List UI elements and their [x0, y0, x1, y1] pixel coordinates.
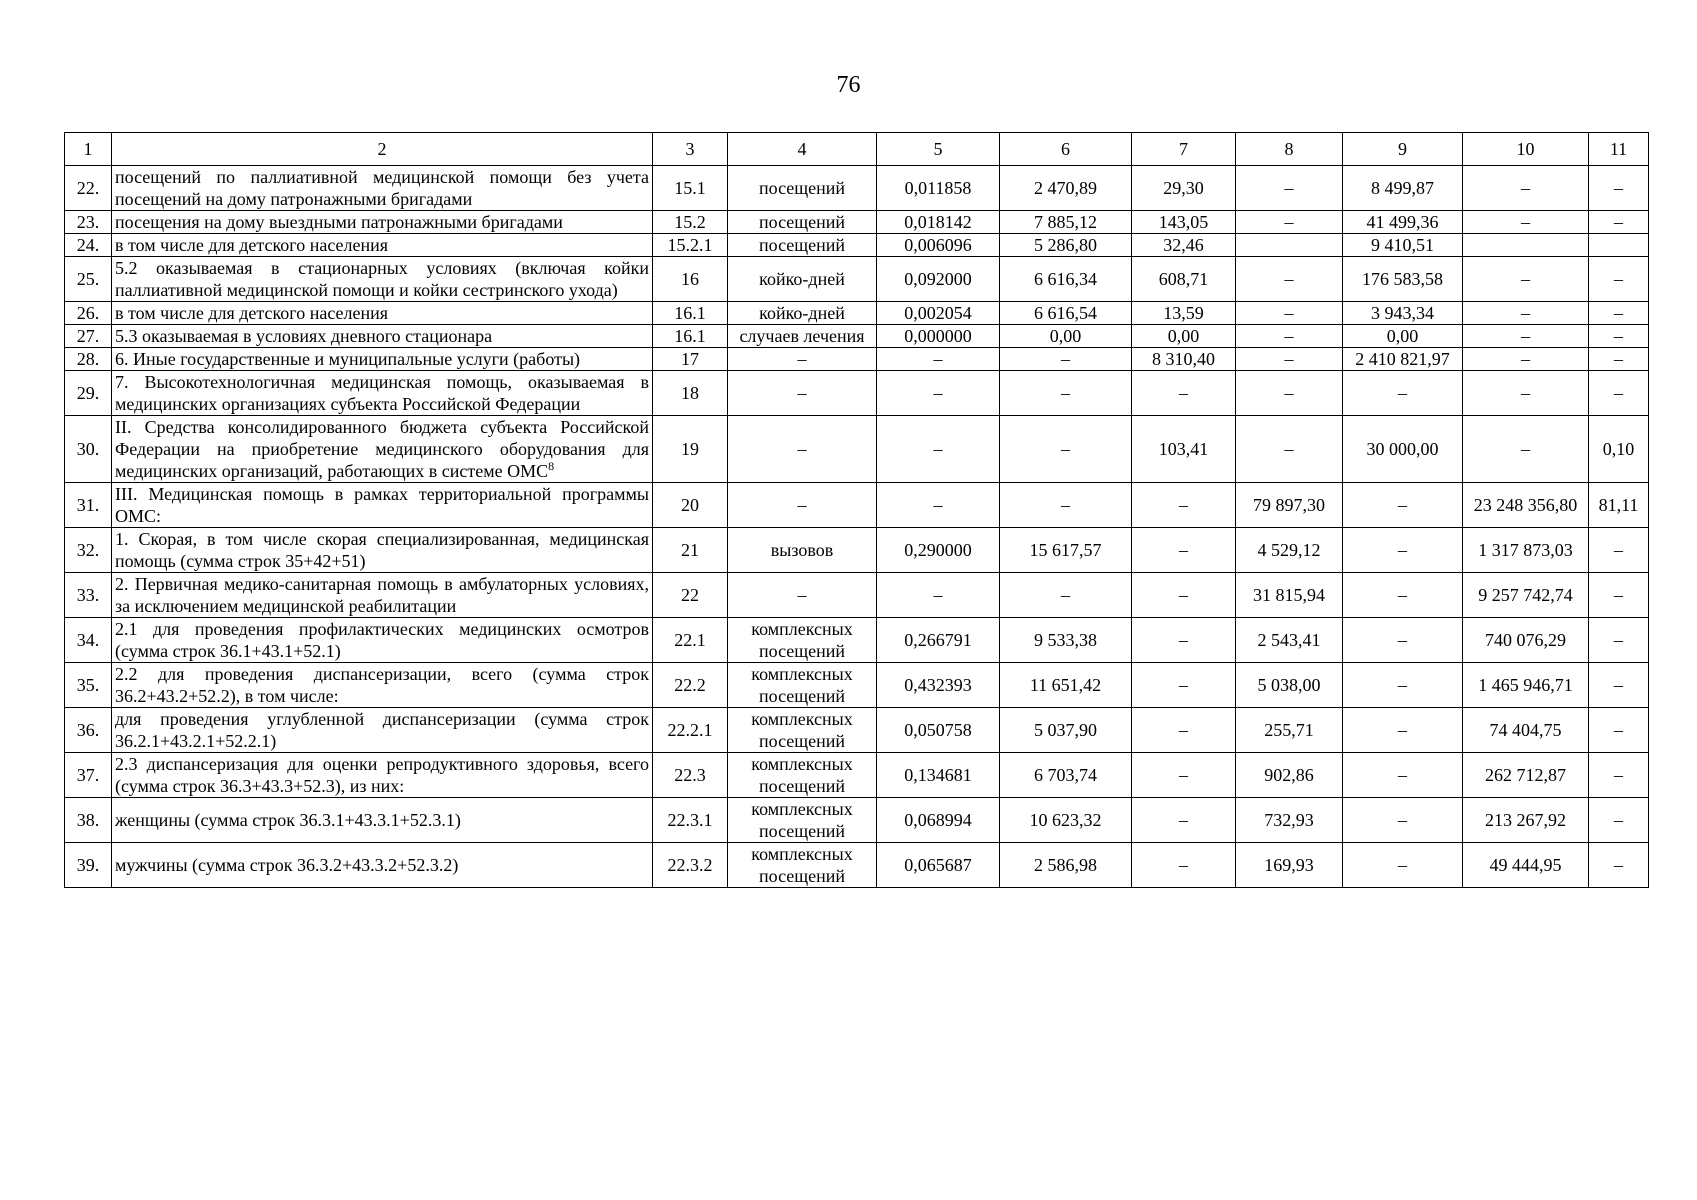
col10-cell: –	[1463, 348, 1589, 371]
col6-cell: 7 885,12	[1000, 211, 1132, 234]
row-code-cell: 16	[653, 257, 728, 302]
col10-cell: –	[1463, 257, 1589, 302]
row-number-cell: 35.	[65, 663, 112, 708]
row-number-cell: 33.	[65, 573, 112, 618]
col11-cell: –	[1589, 798, 1649, 843]
description-cell	[112, 416, 653, 483]
col7-cell: –	[1132, 663, 1236, 708]
col8-cell: 79 897,30	[1236, 483, 1343, 528]
description-cell: для проведения углубленной диспансеризации (сумма строк 36.2.1+43.2.1+52.2.1)	[112, 708, 653, 753]
row-code-cell: 16.1	[653, 302, 728, 325]
col5-cell: 0,065687	[877, 843, 1000, 888]
unit-cell: посещений	[728, 234, 877, 257]
col10-cell: –	[1463, 302, 1589, 325]
col11-cell: –	[1589, 371, 1649, 416]
page-number: 76	[836, 72, 861, 98]
description-cell: 2. Первичная медико-санитарная помощь в амбулаторных условиях, за исключением медицинской реабилитации	[112, 573, 653, 618]
table-row	[65, 798, 1649, 843]
col8-cell: –	[1236, 325, 1343, 348]
col6-cell: –	[1000, 483, 1132, 528]
row-number-cell: 25.	[65, 257, 112, 302]
col5-cell: –	[877, 416, 1000, 483]
col9-cell: 2 410 821,97	[1343, 348, 1463, 371]
description-cell: женщины (сумма строк 36.3.1+43.3.1+52.3.1)	[112, 798, 653, 843]
col7-cell: 143,05	[1132, 211, 1236, 234]
description-cell: 5.3 оказываемая в условиях дневного стационара	[112, 325, 653, 348]
description-cell: 2.1 для проведения профилактических медицинских осмотров (сумма строк 36.1+43.1+52.1)	[112, 618, 653, 663]
col7-cell: 103,41	[1132, 416, 1236, 483]
col7-cell: –	[1132, 708, 1236, 753]
col6-cell: 11 651,42	[1000, 663, 1132, 708]
col10-cell: 1 317 873,03	[1463, 528, 1589, 573]
col7-cell: –	[1132, 483, 1236, 528]
col9-cell: –	[1343, 753, 1463, 798]
column-header: 8	[1236, 133, 1343, 166]
col5-cell: –	[877, 573, 1000, 618]
col7-cell: –	[1132, 573, 1236, 618]
row-code-cell: 22	[653, 573, 728, 618]
col9-cell: –	[1343, 708, 1463, 753]
col9-cell: –	[1343, 528, 1463, 573]
unit-cell: комплексных посещений	[728, 843, 877, 888]
unit-cell: случаев лечения	[728, 325, 877, 348]
description-cell: 2.3 диспансеризация для оценки репродуктивного здоровья, всего (сумма строк 36.3+43.3+52.3), из них:	[112, 753, 653, 798]
col10-cell: –	[1463, 166, 1589, 211]
col11-cell: –	[1589, 166, 1649, 211]
row-code-cell: 15.2.1	[653, 234, 728, 257]
description-cell: мужчины (сумма строк 36.3.2+43.3.2+52.3.2)	[112, 843, 653, 888]
data-table	[64, 132, 1649, 888]
table-row	[65, 325, 1649, 348]
row-code-cell: 20	[653, 483, 728, 528]
col6-cell: 5 286,80	[1000, 234, 1132, 257]
col10-cell: –	[1463, 325, 1589, 348]
unit-cell: –	[728, 416, 877, 483]
description-cell: посещений по паллиативной медицинской помощи без учета посещений на дому патронажными бригадами	[112, 166, 653, 211]
col5-cell: –	[877, 371, 1000, 416]
description-cell: в том числе для детского населения	[112, 302, 653, 325]
col8-cell: –	[1236, 166, 1343, 211]
unit-cell: комплексных посещений	[728, 708, 877, 753]
col11-cell: –	[1589, 708, 1649, 753]
unit-cell: посещений	[728, 166, 877, 211]
column-header: 2	[112, 133, 653, 166]
col7-cell: –	[1132, 618, 1236, 663]
row-number-cell: 28.	[65, 348, 112, 371]
col9-cell: 3 943,34	[1343, 302, 1463, 325]
col5-cell: 0,050758	[877, 708, 1000, 753]
table-row	[65, 371, 1649, 416]
col8-cell: –	[1236, 257, 1343, 302]
description-cell: III. Медицинская помощь в рамках территориальной программы ОМС:	[112, 483, 653, 528]
col8-cell: 732,93	[1236, 798, 1343, 843]
col6-cell: –	[1000, 348, 1132, 371]
table-row	[65, 302, 1649, 325]
col11-cell: –	[1589, 348, 1649, 371]
table-row	[65, 211, 1649, 234]
row-code-cell: 18	[653, 371, 728, 416]
row-number-cell: 29.	[65, 371, 112, 416]
col6-cell: 2 586,98	[1000, 843, 1132, 888]
col7-cell: –	[1132, 798, 1236, 843]
col11-cell: –	[1589, 573, 1649, 618]
col11-cell: –	[1589, 618, 1649, 663]
row-number-cell: 36.	[65, 708, 112, 753]
col7-cell: –	[1132, 753, 1236, 798]
row-code-cell: 22.3.1	[653, 798, 728, 843]
col6-cell: 6 616,54	[1000, 302, 1132, 325]
table-row	[65, 483, 1649, 528]
col9-cell: –	[1343, 798, 1463, 843]
col5-cell: 0,134681	[877, 753, 1000, 798]
row-number-cell: 27.	[65, 325, 112, 348]
col10-cell: 23 248 356,80	[1463, 483, 1589, 528]
col11-cell: –	[1589, 325, 1649, 348]
col5-cell: 0,266791	[877, 618, 1000, 663]
col9-cell: –	[1343, 483, 1463, 528]
column-header: 6	[1000, 133, 1132, 166]
col5-cell: 0,290000	[877, 528, 1000, 573]
table-row	[65, 708, 1649, 753]
col7-cell: 29,30	[1132, 166, 1236, 211]
table-row	[65, 166, 1649, 211]
column-header: 10	[1463, 133, 1589, 166]
row-code-cell: 21	[653, 528, 728, 573]
col5-cell: –	[877, 348, 1000, 371]
col8-cell: 31 815,94	[1236, 573, 1343, 618]
col8-cell: –	[1236, 348, 1343, 371]
col8-cell: –	[1236, 416, 1343, 483]
col5-cell: 0,068994	[877, 798, 1000, 843]
col6-cell: 10 623,32	[1000, 798, 1132, 843]
column-header: 5	[877, 133, 1000, 166]
row-code-cell: 22.2	[653, 663, 728, 708]
col8-cell: –	[1236, 371, 1343, 416]
unit-cell: вызовов	[728, 528, 877, 573]
col9-cell: 176 583,58	[1343, 257, 1463, 302]
col11-cell: –	[1589, 753, 1649, 798]
col11-cell: –	[1589, 843, 1649, 888]
unit-cell: койко-дней	[728, 257, 877, 302]
row-code-cell: 16.1	[653, 325, 728, 348]
col9-cell: 0,00	[1343, 325, 1463, 348]
col6-cell: –	[1000, 371, 1132, 416]
unit-cell: комплексных посещений	[728, 753, 877, 798]
row-number-cell: 22.	[65, 166, 112, 211]
row-code-cell: 15.1	[653, 166, 728, 211]
col5-cell: 0,432393	[877, 663, 1000, 708]
col10-cell: 9 257 742,74	[1463, 573, 1589, 618]
description-cell: в том числе для детского населения	[112, 234, 653, 257]
col7-cell: 0,00	[1132, 325, 1236, 348]
col9-cell: –	[1343, 663, 1463, 708]
col6-cell: 5 037,90	[1000, 708, 1132, 753]
unit-cell: комплексных посещений	[728, 798, 877, 843]
col11-cell: 81,11	[1589, 483, 1649, 528]
col11-cell: –	[1589, 663, 1649, 708]
col7-cell: 8 310,40	[1132, 348, 1236, 371]
description-cell: посещения на дому выездными патронажными бригадами	[112, 211, 653, 234]
column-header: 1	[65, 133, 112, 166]
col5-cell: 0,018142	[877, 211, 1000, 234]
col7-cell: –	[1132, 843, 1236, 888]
col5-cell: –	[877, 483, 1000, 528]
col8-cell: 5 038,00	[1236, 663, 1343, 708]
col11-cell: –	[1589, 211, 1649, 234]
table-row	[65, 573, 1649, 618]
col10-cell: 213 267,92	[1463, 798, 1589, 843]
row-code-cell: 22.3	[653, 753, 728, 798]
col11-cell	[1589, 234, 1649, 257]
description-cell: 1. Скорая, в том числе скорая специализированная, медицинская помощь (сумма строк 35+42+51)	[112, 528, 653, 573]
col9-cell: 8 499,87	[1343, 166, 1463, 211]
col10-cell: 1 465 946,71	[1463, 663, 1589, 708]
table-row	[65, 257, 1649, 302]
description-cell: 6. Иные государственные и муниципальные услуги (работы)	[112, 348, 653, 371]
footnote-mark: 8	[548, 459, 555, 473]
col8-cell: –	[1236, 302, 1343, 325]
table-row	[65, 618, 1649, 663]
col7-cell: –	[1132, 528, 1236, 573]
unit-cell: –	[728, 371, 877, 416]
col9-cell: 9 410,51	[1343, 234, 1463, 257]
col10-cell: 74 404,75	[1463, 708, 1589, 753]
table-row	[65, 416, 1649, 483]
col10-cell: –	[1463, 371, 1589, 416]
col8-cell: 2 543,41	[1236, 618, 1343, 663]
row-number-cell: 24.	[65, 234, 112, 257]
table-row	[65, 843, 1649, 888]
col11-cell: 0,10	[1589, 416, 1649, 483]
col10-cell: 740 076,29	[1463, 618, 1589, 663]
col9-cell: –	[1343, 843, 1463, 888]
col6-cell: 6 616,34	[1000, 257, 1132, 302]
col6-cell: –	[1000, 573, 1132, 618]
row-number-cell: 38.	[65, 798, 112, 843]
row-code-cell: 22.3.2	[653, 843, 728, 888]
col7-cell: 32,46	[1132, 234, 1236, 257]
unit-cell: комплексных посещений	[728, 618, 877, 663]
col8-cell: –	[1236, 211, 1343, 234]
table-row	[65, 348, 1649, 371]
col10-cell: –	[1463, 416, 1589, 483]
description-cell: 5.2 оказываемая в стационарных условиях (включая койки паллиативной медицинской помощи и койки сестринского ухода)	[112, 257, 653, 302]
row-number-cell: 26.	[65, 302, 112, 325]
column-header: 3	[653, 133, 728, 166]
column-number-header-row	[65, 133, 1649, 166]
col9-cell: 41 499,36	[1343, 211, 1463, 234]
row-code-cell: 15.2	[653, 211, 728, 234]
row-code-cell: 22.2.1	[653, 708, 728, 753]
unit-cell: –	[728, 348, 877, 371]
col7-cell: –	[1132, 371, 1236, 416]
col10-cell: 262 712,87	[1463, 753, 1589, 798]
row-number-cell: 37.	[65, 753, 112, 798]
table-row	[65, 663, 1649, 708]
unit-cell: койко-дней	[728, 302, 877, 325]
column-header: 9	[1343, 133, 1463, 166]
col5-cell: 0,092000	[877, 257, 1000, 302]
col11-cell: –	[1589, 257, 1649, 302]
col9-cell: –	[1343, 618, 1463, 663]
col5-cell: 0,000000	[877, 325, 1000, 348]
col8-cell: 255,71	[1236, 708, 1343, 753]
col9-cell: 30 000,00	[1343, 416, 1463, 483]
col5-cell: 0,006096	[877, 234, 1000, 257]
row-number-cell: 32.	[65, 528, 112, 573]
unit-cell: посещений	[728, 211, 877, 234]
row-number-cell: 34.	[65, 618, 112, 663]
col9-cell: –	[1343, 371, 1463, 416]
col7-cell: 608,71	[1132, 257, 1236, 302]
unit-cell: –	[728, 573, 877, 618]
col8-cell: 4 529,12	[1236, 528, 1343, 573]
table-row	[65, 753, 1649, 798]
column-header: 11	[1589, 133, 1649, 166]
row-code-cell: 19	[653, 416, 728, 483]
col9-cell: –	[1343, 573, 1463, 618]
col8-cell: 902,86	[1236, 753, 1343, 798]
table-row	[65, 234, 1649, 257]
description-cell: 7. Высокотехнологичная медицинская помощь, оказываемая в медицинских организациях субъекта Российской Федерации	[112, 371, 653, 416]
description-text: II. Средства консолидированного бюджета субъекта Российской Федерации на приобретение медицинского оборудования для медицинских организаций, работающих в системе ОМС	[115, 417, 649, 481]
col10-cell	[1463, 234, 1589, 257]
col5-cell: 0,002054	[877, 302, 1000, 325]
col6-cell: –	[1000, 416, 1132, 483]
description-cell: 2.2 для проведения диспансеризации, всего (сумма строк 36.2+43.2+52.2), в том числе:	[112, 663, 653, 708]
col8-cell	[1236, 234, 1343, 257]
row-number-cell: 30.	[65, 416, 112, 483]
col7-cell: 13,59	[1132, 302, 1236, 325]
column-header: 7	[1132, 133, 1236, 166]
unit-cell: –	[728, 483, 877, 528]
table-row	[65, 528, 1649, 573]
row-number-cell: 39.	[65, 843, 112, 888]
col11-cell: –	[1589, 302, 1649, 325]
row-code-cell: 22.1	[653, 618, 728, 663]
row-number-cell: 23.	[65, 211, 112, 234]
col8-cell: 169,93	[1236, 843, 1343, 888]
col6-cell: 15 617,57	[1000, 528, 1132, 573]
col5-cell: 0,011858	[877, 166, 1000, 211]
unit-cell: комплексных посещений	[728, 663, 877, 708]
column-header: 4	[728, 133, 877, 166]
row-code-cell: 17	[653, 348, 728, 371]
col6-cell: 6 703,74	[1000, 753, 1132, 798]
col10-cell: –	[1463, 211, 1589, 234]
col6-cell: 0,00	[1000, 325, 1132, 348]
col11-cell: –	[1589, 528, 1649, 573]
row-number-cell: 31.	[65, 483, 112, 528]
col6-cell: 9 533,38	[1000, 618, 1132, 663]
col6-cell: 2 470,89	[1000, 166, 1132, 211]
col10-cell: 49 444,95	[1463, 843, 1589, 888]
